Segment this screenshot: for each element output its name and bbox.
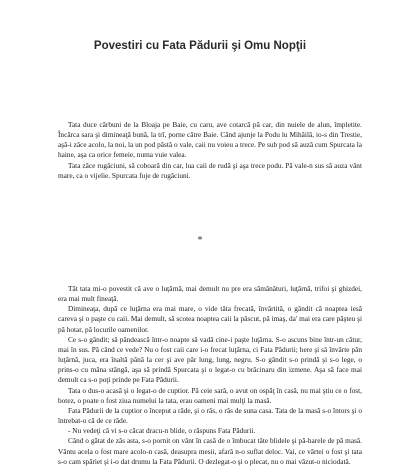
paragraph: Tăt tata mi-o povestit că ave o luţărnă, mai demult nu pre era sămânături, luţărnă, trifoi şi ghizdei, era mai mult fineaţă.	[58, 284, 362, 304]
paragraph: Când o gătat de zâs asta, s-o pornit on vânt în casă de o îmbucat tăte blidele şi pă-harele de pă masă. Vântu acela o fost mare acolo-n casă, deasupra mesii, afară n-o suflat deloc. Vai, ce vărtei o fost şi tata s-o cam spăriet şi i-o dat drumu la Fata Pădurii. O dezlegat-o şi o plecat, nu o mai văzut-o niciodată.	[58, 436, 362, 466]
paragraph: Dimineaţa, după ce luţărna era mai mare, o vide tăta frecată, învârtită, o gândit că noaptea iesă careva şi o paşte cu caii. Mai demult, să scotea noaptea caii la păscut, pă imaş, da' mai era care păşteu şi pă hotar, pă locurile oamenilor.	[58, 304, 362, 334]
paragraph: Ce s-o gândit; să pândească într-o noapte să vadă cine-i paşte luţărna. S-o ascuns bine într-un câtur, mai în sus. Pă când ce vede? Nu o fost caii care i-o frecat luţărna, ci Fata Pădurii; here şi să învârte păn luţărnă, juca, era înaltă până la cer şi ave păr lung, lung, negru. S-o gândit s-o prindă şi s-o lege, o prins-o cu mâna stângă, aşa să prindă Spurcata şi o legat-o cu brăcinaru din izmene. Aşa să face mai demult ca s-o poţi prinde pe Fata Pădurii.	[58, 334, 362, 385]
story-section-1	[58, 120, 362, 181]
paragraph: - Nu vedeţi că vi s-o căcat dracu-n blide, o răspuns Fata Pădurii.	[68, 426, 256, 436]
paragraph: Fata Pădurii de la cuptior o început a râde, şi o râs, o râs de suna casa. Tata de la masă s-o întors şi o întrebat-o că de ce râde.	[58, 405, 362, 426]
section-separator: *	[197, 235, 203, 246]
story-section-2	[58, 284, 362, 467]
paragraph: Tata zâce rugăciuni, să coboară din car, lua caii de rudă şi aşa trece podu. Pă vale-n sus să auza vânt mare, ca o vijelie. Spurcata fuje de rugăciuni.	[58, 160, 362, 180]
page-title: Povestiri cu Fata Pădurii şi Omu Nopţii	[93, 40, 307, 52]
paragraph: Tata o dus-o acasă şi o legat-o de cuptior. Pă ceie sară, o avut on ospăţ în casă, nu mai ştiu ce o fost, botez, o poate o fost ziua numelui la tata, erau oameni mai mulţi la masă.	[58, 385, 362, 405]
paragraph: Tata duce cărbuni de la Bloaja pe Baie, cu caru, ave cotarcă pă car, din nuiele de alun, împletite. Încărca sara şi dimineaţă bună, la trî, porne către Baie. Când ajunje la Podu lu Mihăilă, io-s din Trestie, aşă-i zâce acolo, la noi, la un pod păstă o vale, caii nu voieu a trece. Pe sub pod să auză cum Spurcata la haine, aşa ca orice femeie, numa vuie valea.	[58, 120, 362, 160]
